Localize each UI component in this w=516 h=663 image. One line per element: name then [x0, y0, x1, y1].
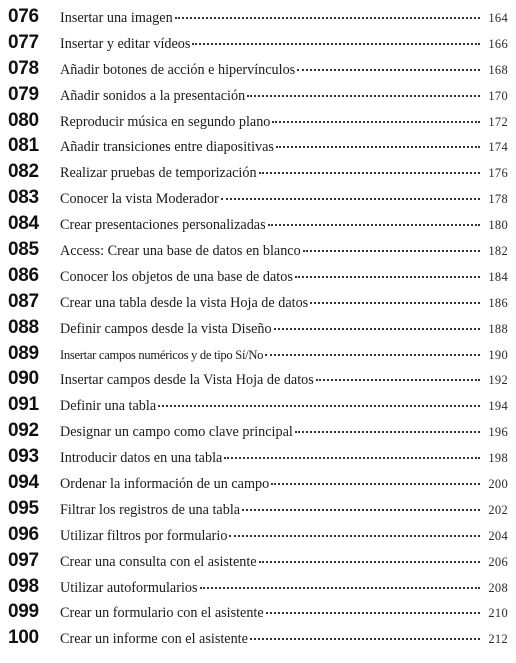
entry-title: Filtrar los registros de una tabla: [60, 501, 241, 518]
entry-page-number: 170: [488, 88, 508, 103]
toc-entry: [8, 550, 508, 576]
entry-title: Añadir botones de acción e hipervínculos: [60, 61, 296, 78]
entry-number: 095: [8, 497, 39, 519]
toc-entry: [8, 343, 508, 369]
dot-leader: [250, 638, 480, 640]
entry-page-number: 166: [488, 36, 508, 51]
toc-entry: [8, 420, 508, 446]
dot-leader: [221, 198, 480, 200]
entry-page-number: 188: [488, 321, 508, 336]
entry-number: 100: [8, 627, 39, 649]
toc-entry: [8, 187, 508, 213]
entry-page-number: 178: [488, 192, 508, 207]
dot-leader: [259, 561, 480, 563]
entry-title: Insertar campos numéricos y de tipo Sí/No: [60, 347, 264, 362]
entry-page-number: 198: [488, 451, 508, 466]
entry-number: 086: [8, 264, 39, 286]
entry-page-number: 190: [488, 347, 508, 362]
entry-number: 078: [8, 57, 39, 79]
entry-number: 093: [8, 446, 39, 468]
entry-number: 092: [8, 420, 39, 442]
entry-number: 094: [8, 472, 39, 494]
toc-entry: [8, 213, 508, 239]
entry-number: 083: [8, 187, 39, 209]
dot-leader: [272, 121, 480, 123]
entry-page-number: 180: [488, 218, 508, 233]
entry-title: Crear una tabla desde la vista Hoja de datos: [60, 294, 309, 311]
toc-entry: [8, 110, 508, 136]
entry-number: 097: [8, 549, 39, 571]
entry-title: Utilizar filtros por formulario: [60, 527, 228, 544]
entry-title: Añadir sonidos a la presentación: [60, 87, 246, 104]
entry-title: Ordenar la información de un campo: [60, 476, 270, 493]
entry-page-number: 194: [488, 399, 508, 414]
toc-entry: [8, 239, 508, 265]
dot-leader: [274, 328, 480, 330]
entry-number: 085: [8, 239, 39, 261]
entry-page-number: 200: [488, 477, 508, 492]
entry-title: Insertar y editar vídeos: [60, 35, 191, 52]
entry-title: Reproducir música en segundo plano: [60, 113, 271, 130]
entry-title: Access: Crear una base de datos en blanco: [60, 243, 301, 260]
entry-title: Designar un campo como clave principal: [60, 424, 293, 441]
entry-page-number: 192: [488, 373, 508, 388]
entry-page-number: 210: [488, 606, 508, 621]
entry-number: 096: [8, 523, 39, 545]
entry-page-number: 172: [488, 114, 508, 129]
entry-page-number: 202: [488, 502, 508, 517]
toc-entry: [8, 627, 508, 653]
dot-leader: [265, 354, 480, 356]
toc-entry: [8, 84, 508, 110]
entry-title: Insertar una imagen: [60, 10, 173, 26]
dot-leader: [242, 509, 480, 511]
toc-entry: [8, 291, 508, 317]
entry-number: 091: [8, 394, 39, 416]
entry-page-number: 174: [488, 140, 508, 155]
dot-leader: [224, 457, 480, 459]
entry-page-number: 196: [488, 425, 508, 440]
entry-page-number: 186: [488, 295, 508, 310]
toc-entry: [8, 265, 508, 291]
entry-title: Conocer la vista Moderador: [60, 191, 219, 208]
dot-leader: [259, 172, 480, 174]
entry-page-number: 204: [488, 528, 508, 543]
entry-number: 090: [8, 368, 39, 390]
entry-number: 084: [8, 213, 39, 235]
dot-leader: [229, 535, 480, 537]
entry-number: 076: [8, 6, 39, 27]
toc-entry: [8, 32, 508, 58]
entry-title: Crear un informe con el asistente: [60, 631, 248, 648]
entry-page-number: 184: [488, 269, 508, 284]
toc-entry: [8, 576, 508, 602]
dot-leader: [297, 69, 480, 71]
entry-title: Conocer los objetos de una base de datos: [60, 268, 293, 285]
entry-page-number: 212: [488, 632, 508, 647]
entry-number: 099: [8, 601, 39, 623]
entry-title: Definir una tabla: [60, 398, 157, 415]
entry-title: Definir campos desde la vista Diseño: [60, 320, 272, 337]
toc-entry: [8, 446, 508, 472]
toc-entry: [8, 368, 508, 394]
dot-leader: [158, 405, 480, 407]
toc-entry: [8, 161, 508, 187]
entry-title: Añadir transiciones entre diapositivas: [60, 139, 274, 156]
entry-title: Crear presentaciones personalizadas: [60, 217, 266, 234]
dot-leader: [276, 146, 480, 148]
entry-page-number: 208: [488, 580, 508, 595]
dot-leader: [247, 95, 480, 97]
toc-entry: [8, 58, 508, 84]
toc-entry: [8, 498, 508, 524]
entry-number: 089: [8, 342, 39, 364]
entry-number: 079: [8, 83, 39, 105]
toc-entry: [8, 317, 508, 343]
toc-entry: [8, 472, 508, 498]
dot-leader: [175, 17, 480, 19]
table-of-contents: [8, 6, 508, 653]
dot-leader: [295, 276, 480, 278]
dot-leader: [266, 612, 480, 614]
toc-entry: [8, 601, 508, 627]
entry-page-number: 164: [488, 11, 508, 25]
dot-leader: [316, 379, 480, 381]
entry-number: 087: [8, 290, 39, 312]
entry-number: 081: [8, 135, 39, 157]
dot-leader: [192, 43, 480, 45]
toc-entry: [8, 135, 508, 161]
entry-title: Introducir datos en una tabla: [60, 450, 223, 467]
entry-number: 077: [8, 31, 39, 53]
dot-leader: [295, 431, 480, 433]
entry-title: Insertar campos desde la Vista Hoja de datos: [60, 372, 314, 389]
entry-title: Crear un formulario con el asistente: [60, 605, 264, 622]
entry-title: Realizar pruebas de temporización: [60, 165, 257, 182]
dot-leader: [271, 483, 480, 485]
entry-page-number: 182: [488, 244, 508, 259]
entry-number: 082: [8, 161, 39, 183]
entry-page-number: 176: [488, 166, 508, 181]
entry-page-number: 168: [488, 62, 508, 77]
toc-entry: [8, 6, 508, 32]
dot-leader: [310, 302, 480, 304]
dot-leader: [268, 224, 480, 226]
entry-number: 080: [8, 109, 39, 131]
entry-title: Utilizar autoformularios: [60, 579, 198, 596]
entry-number: 098: [8, 575, 39, 597]
dot-leader: [303, 250, 480, 252]
toc-entry: [8, 524, 508, 550]
dot-leader: [200, 587, 481, 589]
toc-entry: [8, 394, 508, 420]
entry-page-number: 206: [488, 554, 508, 569]
entry-title: Crear una consulta con el asistente: [60, 553, 257, 570]
entry-number: 088: [8, 316, 39, 338]
